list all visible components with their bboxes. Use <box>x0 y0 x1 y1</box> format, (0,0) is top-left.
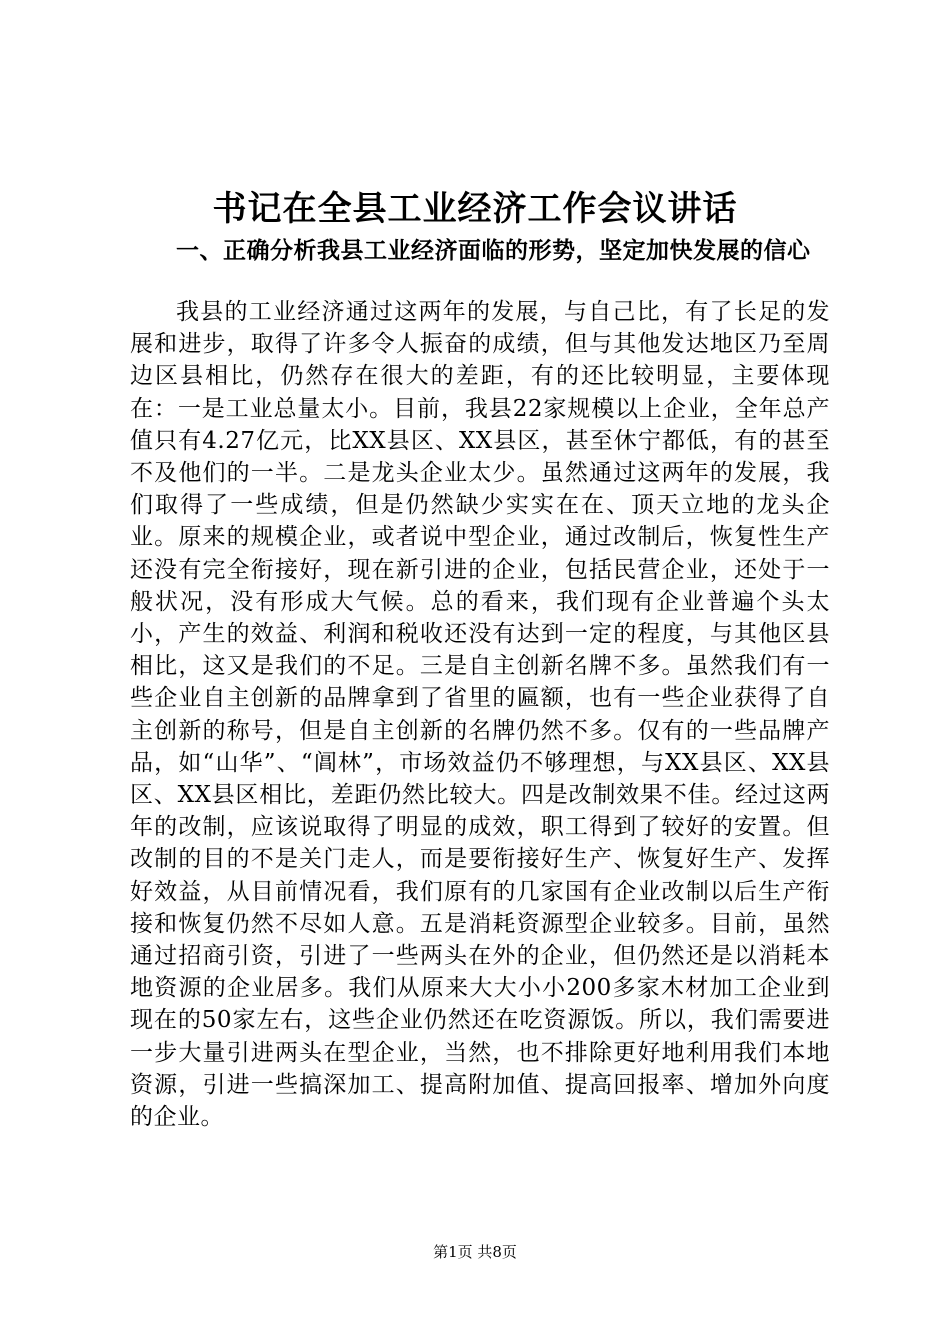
page-footer: 第1页 共8页 <box>433 1243 517 1261</box>
body-paragraph: 我县的工业经济通过这两年的发展，与自己比，有了长足的发展和进步，取得了许多令人振奋的成绩，但与其他发达地区乃至周边区县相比，仍然存在很大的差距，有的还比较明显，主要体现在：一是工业总量太小。目前，我县22家规模以上企业，全年总产值只有4.27亿元，比XX县区、XX县区，甚至休宁都低，有的甚至不及他们的一半。二是龙头企业太少。虽然通过这两年的发展，我们取得了一些成绩，但是仍然缺少实实在在、顶天立地的龙头企业。原来的规模企业，或者说中型企业，通过改制后，恢复性生产还没有完全衔接好，现在新引进的企业，包括民营企业，还处于一般状况，没有形成大气候。总的看来，我们现有企业普遍个头太小，产生的效益、利润和税收还没有达到一定的程度，与其他区县相比，这又是我们的不足。三是自主创新名牌不多。虽然我们有一些企业自主创新的品牌拿到了省里的匾额，也有一些企业获得了自主创新的称号，但是自主创新的名牌仍然不多。仅有的一些品牌产品，如“山华”、“阊林”，市场效益仍不够理想，与XX县区、XX县区、XX县区相比，差距仍然比较大。四是改制效果不佳。经过这两年的改制，应该说取得了明显的成效，职工得到了较好的安置。但改制的目的不是关门走人，而是要衔接好生产、恢复好生产、发挥好效益，从目前情况看，我们原有的几家国有企业改制以后生产衔接和恢复仍然不尽如人意。五是消耗资源型企业较多。目前，虽然通过招商引资，引进了一些两头在外的企业，但仍然还是以消耗本地资源的企业居多。我们从原来大大小小200多家木材加工企业到现在的50家左右，这些企业仍然还在吃资源饭。所以，我们需要进一步大量引进两头在型企业，当然，也不排除更好地利用我们本地资源，引进一些搞深加工、提高附加值、提高回报率、增加外向度的企业。 <box>130 299 830 1131</box>
document-title: 书记在全县工业经济工作会议讲话 <box>212 189 738 229</box>
section-heading: 一、正确分析我县工业经济面临的形势，坚定加快发展的信心 <box>176 237 811 264</box>
